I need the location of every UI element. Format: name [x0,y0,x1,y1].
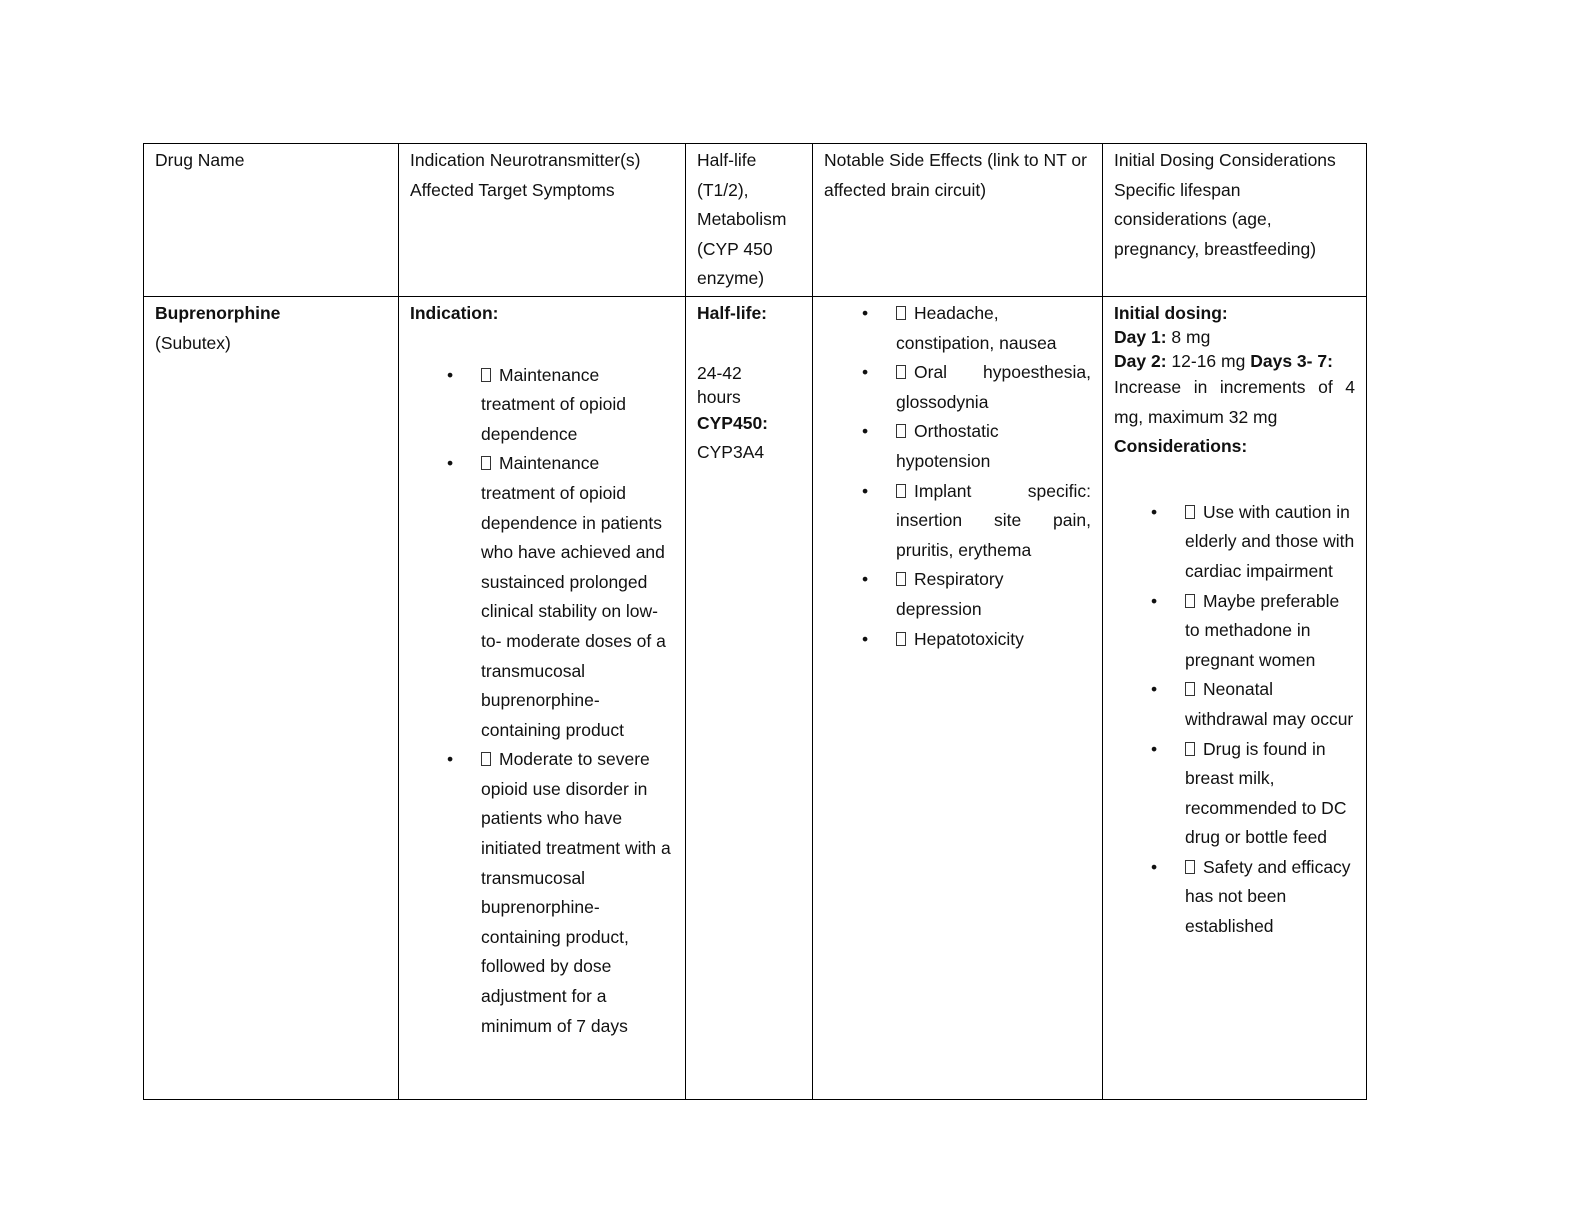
header-side-effects [813,144,1103,297]
header-half-life-text: Half-life (T1/2), Metabolism (CYP 450 enzyme) [697,150,787,289]
missing-glyph-icon [896,306,906,320]
day1-value: 8 mg [1171,326,1211,347]
missing-glyph-icon [481,368,491,382]
side-effect-item [824,299,1091,358]
side-effect-item-text: Respiratory depression [896,569,1004,619]
consideration-item [1114,498,1355,587]
missing-glyph-icon [1185,742,1195,756]
side-effect-item-text: Oral hypoesthesia, glossodynia [896,362,1091,412]
side-effect-item-text: Headache, constipation, nausea [896,302,1057,353]
cell-indication [399,296,686,1099]
missing-glyph-icon [481,752,491,766]
dosing-label: Initial dosing: [1114,302,1228,323]
half-life-value: 24-42 hours [697,362,742,407]
side-effect-item-text: Hepatotoxicity [914,628,1024,649]
considerations-list [1114,498,1355,942]
consideration-item-text: Safety and efficacy has not been established [1185,856,1351,937]
indication-item [410,361,674,450]
header-dosing-text: Initial Dosing Considerations [1114,150,1336,170]
missing-glyph-icon [896,424,906,438]
drug-name: Buprenorphine [155,302,281,323]
cyp-value: CYP3A4 [697,442,765,463]
consideration-item [1114,587,1355,676]
missing-glyph-icon [896,572,906,586]
consideration-item [1114,853,1355,942]
cell-dosing [1103,296,1367,1099]
drug-table [143,143,1367,1100]
cell-drug-name [144,296,399,1099]
indication-item-text: Moderate to severe opioid use disorder in patients who have initiated treatment with a transmucosal buprenorphine-containing product, followed by dose adjustment for a minimum of 7 days [481,749,671,1036]
header-drug-name [144,144,399,297]
indication-item [410,745,674,1041]
missing-glyph-icon [896,365,906,379]
side-effect-item [824,625,1091,655]
day2-label: Day 2: [1114,350,1167,371]
cell-side-effects [813,296,1103,1099]
side-effect-item [824,358,1091,417]
header-lifespan-text: Specific lifespan considerations (age, pregnancy, breastfeeding) [1114,179,1317,259]
header-drug-name-text: Drug Name [155,150,245,170]
missing-glyph-icon [896,632,906,646]
header-half-life [686,144,813,297]
missing-glyph-icon [1185,505,1195,519]
consideration-item-text: Neonatal withdrawal may occur [1185,679,1354,729]
side-effect-item-text: Orthostatic hypotension [896,421,999,471]
indication-item-text: Maintenance treatment of opioid dependence [481,364,626,444]
indication-item [410,449,674,745]
consideration-item-text: Drug is found in breast milk, recommended to DC drug or bottle feed [1185,738,1347,848]
missing-glyph-icon [896,484,906,498]
side-effect-item [824,417,1091,476]
missing-glyph-icon [1185,860,1195,874]
days37-value: Increase in increments of 4 mg, maximum 32 mg [1114,376,1355,427]
drug-row [144,296,1367,1099]
indication-item-text: Maintenance treatment of opioid dependence in patients who have achieved and sustainced prolonged clinical stability on low-to- moderate doses of a transmucosal buprenorphine-containing product [481,453,666,740]
considerations-label: Considerations: [1114,436,1248,457]
header-dosing [1103,144,1367,297]
consideration-item [1114,735,1355,853]
side-effect-item [824,565,1091,624]
consideration-item-text: Use with caution in elderly and those with cardiac impairment [1185,501,1355,581]
cell-half-life [686,296,813,1099]
drug-brand: (Subutex) [155,332,231,353]
day2-value: 12-16 mg [1171,350,1246,371]
day1-label: Day 1: [1114,326,1167,347]
header-side-effects-text: Notable Side Effects (link to NT or affected brain circuit) [824,150,1087,200]
header-row [144,144,1367,297]
missing-glyph-icon [481,456,491,470]
side-effect-item [824,477,1091,566]
indication-list [410,361,674,1042]
side-effect-item-text: Implant specific: insertion site pain, pruritis, erythema [896,480,1091,560]
half-life-label: Half-life: [697,302,767,323]
missing-glyph-icon [1185,682,1195,696]
consideration-item [1114,675,1355,734]
header-indication-text: Indication Neurotransmitter(s) Affected Target Symptoms [410,150,641,200]
missing-glyph-icon [1185,594,1195,608]
cyp-label: CYP450: [697,412,769,433]
header-indication [399,144,686,297]
indication-label: Indication: [410,302,499,323]
days37-label: Days 3- 7: [1250,350,1333,371]
consideration-item-text: Maybe preferable to methadone in pregnant women [1185,590,1340,670]
side-effects-list [824,299,1091,654]
